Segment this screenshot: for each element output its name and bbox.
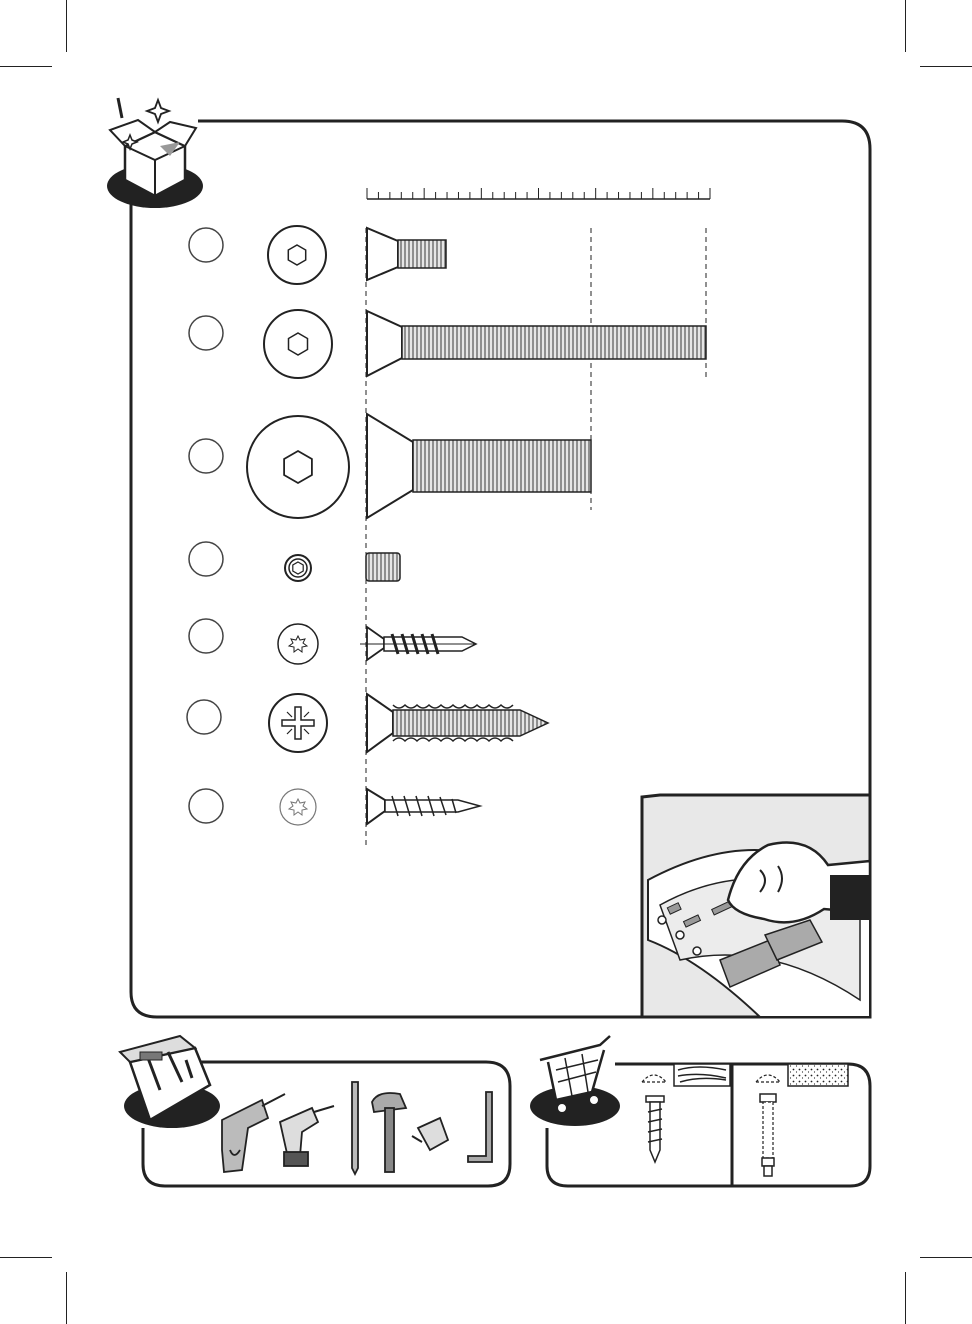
torx-head-icon (280, 789, 316, 825)
quantity-circle (189, 228, 223, 262)
set-screw-head-icon (285, 555, 311, 581)
allen-key-icon (468, 1092, 492, 1162)
screw-side-views (360, 228, 706, 824)
thick-machine-screw (367, 414, 591, 518)
chipboard-screw (367, 789, 480, 824)
cordless-drill-icon (280, 1106, 334, 1166)
tape-measure-icon (412, 1118, 448, 1150)
sorting-tray-inset (642, 795, 870, 1017)
wood-screw (367, 694, 548, 752)
quantity-circle (189, 316, 223, 350)
self-drilling-screw (360, 627, 476, 660)
hex-head-icon (268, 226, 326, 284)
concrete-wall-fixing (756, 1064, 848, 1176)
toolbox-icon (120, 1036, 220, 1128)
open-box-icon (107, 98, 203, 208)
head-views (247, 226, 349, 825)
ruler (367, 188, 710, 199)
quantity-circles (187, 228, 223, 823)
torx-head-icon (278, 624, 318, 664)
power-drill-icon (222, 1094, 285, 1172)
wood-wall-fixing (642, 1064, 730, 1162)
long-machine-screw (367, 311, 706, 376)
quantity-circle (189, 789, 223, 823)
hex-head-large-icon (247, 416, 349, 518)
short-machine-screw (367, 228, 446, 280)
pencil-icon (352, 1082, 358, 1174)
shopping-cart-icon (530, 1036, 620, 1126)
quantity-circle (187, 700, 221, 734)
set-screw (366, 553, 400, 581)
quantity-circle (189, 619, 223, 653)
phillips-head-icon (269, 694, 327, 752)
hammer-icon (372, 1093, 406, 1172)
tools-row (222, 1082, 492, 1174)
hex-head-icon (264, 310, 332, 378)
quantity-circle (189, 542, 223, 576)
quantity-circle (189, 439, 223, 473)
length-guides (366, 228, 706, 848)
